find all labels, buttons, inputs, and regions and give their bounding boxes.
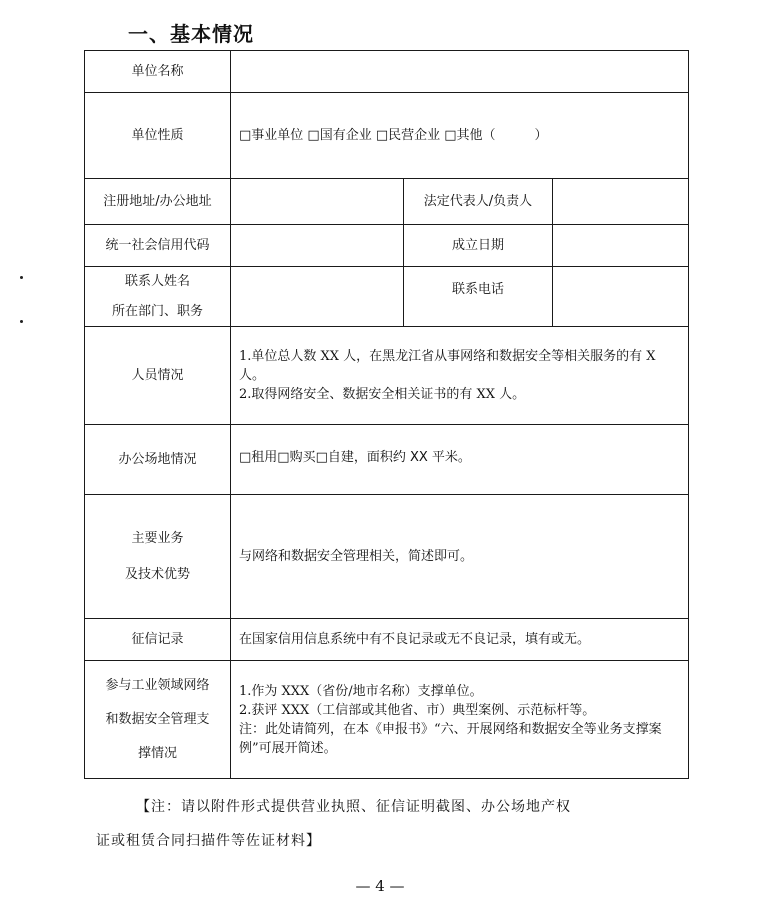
staff-line-2: 2.取得网络安全、数据安全相关证书的有 XX 人。 (239, 387, 526, 402)
participation-line-2: 2.获评 XXX（工信部或其他省、市）典型案例、示范标杆等。 (239, 702, 596, 718)
attachment-note (96, 790, 676, 858)
contact-dept-label: 所在部门、职务 (111, 303, 203, 319)
founded-date-field[interactable] (553, 225, 689, 267)
business-label-line-2: 及技术优势 (124, 566, 190, 582)
participation-label-line-1: 参与工业领域网络 (105, 677, 210, 693)
attachment-note-line-2: 证或租赁合同扫描件等佐证材料】 (96, 833, 321, 849)
business-field[interactable]: 与网络和数据安全管理相关，简述即可。 (231, 495, 689, 619)
unit-name-label: 单位名称 (85, 51, 231, 93)
staff-line-1: 1.单位总人数 XX 人，在黑龙江省从事网络和数据安全等相关服务的有 X 人。 (239, 349, 656, 383)
basic-info-form (84, 50, 689, 779)
participation-line-3: 注：此处请简列，在本《申报书》“六、开展网络和数据安全等业务支撑案例”可展开简述。 (239, 721, 662, 756)
contact-phone-field[interactable] (553, 267, 689, 327)
contact-person-label (85, 267, 231, 327)
credit-record-field[interactable]: 在国家信用信息系统中有不良记录或无不良记录，填有或无。 (231, 619, 689, 661)
staff-label: 人员情况 (85, 327, 231, 425)
unit-nature-label: 单位性质 (85, 93, 231, 179)
credit-code-field[interactable] (231, 225, 404, 267)
address-field[interactable] (231, 179, 404, 225)
section-heading: 一、基本情况 (128, 22, 254, 46)
participation-line-1: 1.作为 XXX（省份/地市名称）支撑单位。 (239, 683, 483, 699)
participation-label-line-2: 和数据安全管理支 (105, 711, 210, 727)
legal-rep-field[interactable] (553, 179, 689, 225)
legal-rep-label: 法定代表人/负责人 (404, 179, 553, 225)
credit-code-label: 统一社会信用代码 (85, 225, 231, 267)
attachment-note-line-1: 【注：请以附件形式提供营业执照、征信证明截图、办公场地产权 (136, 799, 571, 815)
scan-speck (20, 320, 23, 323)
unit-name-field[interactable] (231, 51, 689, 93)
business-label (85, 495, 231, 619)
credit-record-label: 征信记录 (85, 619, 231, 661)
office-label: 办公场地情况 (85, 425, 231, 495)
page-number: — 4 — (355, 877, 405, 895)
business-label-line-1: 主要业务 (131, 530, 184, 546)
contact-phone-label: 联系电话 (404, 267, 553, 327)
participation-label-line-3: 撑情况 (137, 745, 177, 761)
office-field[interactable]: □租用□购买□自建，面积约 XX 平米。 (231, 425, 689, 495)
scan-speck (20, 276, 23, 279)
founded-date-label: 成立日期 (404, 225, 553, 267)
address-label: 注册地址/办公地址 (85, 179, 231, 225)
unit-nature-options[interactable]: □事业单位 □国有企业 □民营企业 □其他（ ） (231, 93, 689, 179)
contact-person-field[interactable] (231, 267, 404, 327)
staff-field[interactable] (231, 327, 689, 425)
participation-label (85, 661, 231, 779)
contact-name-label: 联系人姓名 (124, 273, 190, 289)
participation-field[interactable] (231, 661, 689, 779)
